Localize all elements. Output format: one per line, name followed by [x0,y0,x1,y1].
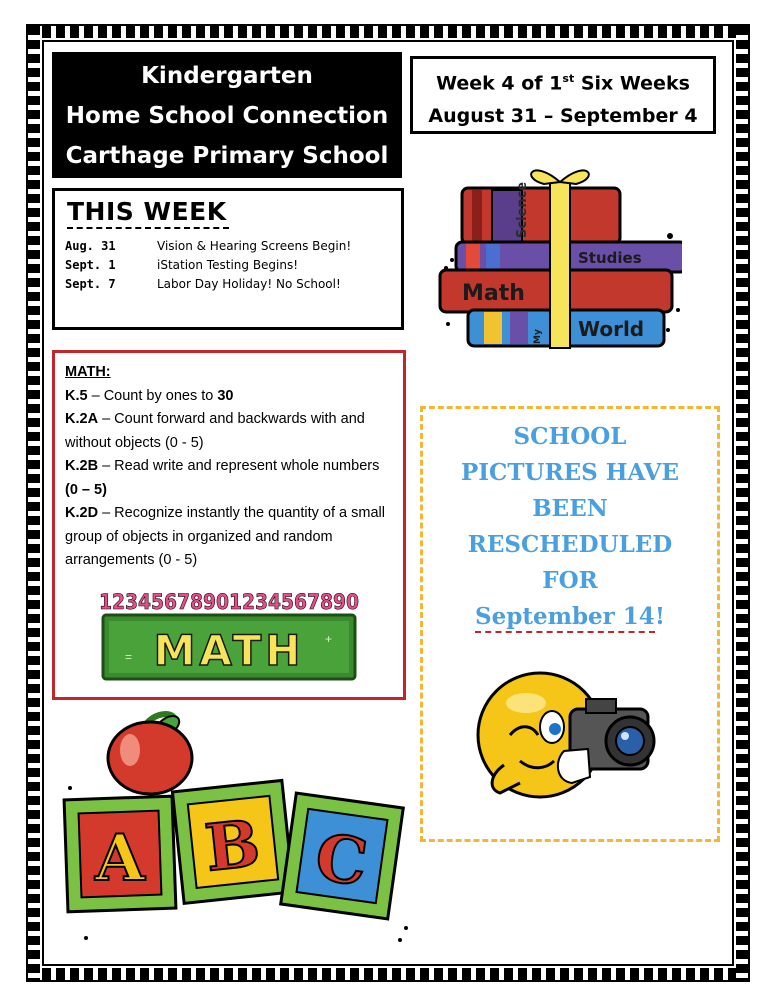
banner-doodle: = [125,650,133,664]
header-school: Carthage Primary School [65,143,389,169]
week-number [413,62,713,100]
banner-doodle: + [325,632,333,646]
math-box [52,350,406,700]
notice-date-line [423,599,717,635]
week-dates: August 31 – September 4 [428,105,698,128]
standard-code: K.2D [65,505,99,521]
standard-text: – Count forward and backwards with and without objects (0 - 5) [65,411,365,451]
math-banner-illustration [89,581,369,685]
notice-line: RESCHEDULED [467,531,673,558]
header-title: Home School Connection [65,103,389,129]
event-row [65,237,391,256]
book-label: Studies [578,249,642,267]
event-date: Sept. 7 [65,277,116,291]
book-label: Science [515,181,530,238]
banner-digits: 12345678901234567890 [99,590,359,614]
event-date: Aug. 31 [65,239,116,253]
notice-line: BEEN [532,495,608,522]
math-standard [65,385,393,409]
notice-line: PICTURES HAVE [460,459,680,486]
abc-blocks-illustration [56,708,416,958]
event-list [65,237,391,294]
week-box [410,56,716,134]
school-pictures-notice [420,406,720,842]
notice-line: FOR [542,567,598,594]
math-standard [65,455,393,502]
standard-code: K.5 [65,387,88,404]
banner-word: MATH [153,626,305,675]
this-week-title: THIS WEEK [67,197,229,229]
week-ordinal: st [562,72,575,85]
notice-date-suffix: ! [654,603,665,630]
standard-code: K.2A [65,411,99,427]
book-label: My [533,329,543,344]
block-letter: C [310,819,372,902]
newsletter-header [52,52,402,178]
block-letter: A [95,821,145,896]
standard-text: – Count by ones to [87,387,218,404]
smiley-camera-illustration [460,665,680,805]
event-row [65,256,391,275]
event-date: Sept. 1 [65,258,116,272]
notice-line: SCHOOL [513,423,627,450]
math-standard [65,408,393,455]
standard-bold: (0 – 5) [65,481,107,498]
event-desc: Vision & Hearing Screens Begin! [157,239,352,253]
standard-text: – Recognize instantly the quantity of a small group of objects in organized and random arrangements (0 - 5) [65,505,385,568]
math-heading: MATH: [65,364,111,380]
book-label: World [578,317,645,341]
event-desc: Labor Day Holiday! No School! [157,277,341,291]
block-letter: B [201,806,264,887]
header-grade: Kindergarten [141,63,313,89]
notice-date: September 14 [475,603,655,633]
standard-text: – Read write and represent whole numbers [98,458,380,474]
week-number-text: Week 4 of 1 [436,72,563,95]
standard-bold: 30 [217,387,234,404]
event-desc: iStation Testing Begins! [157,258,299,272]
standard-code: K.2B [65,458,99,474]
books-illustration [432,160,682,350]
week-number-suffix: Six Weeks [574,72,690,95]
this-week-box [52,188,404,330]
event-row [65,275,391,294]
math-standard [65,502,393,573]
book-label: Math [462,281,525,306]
